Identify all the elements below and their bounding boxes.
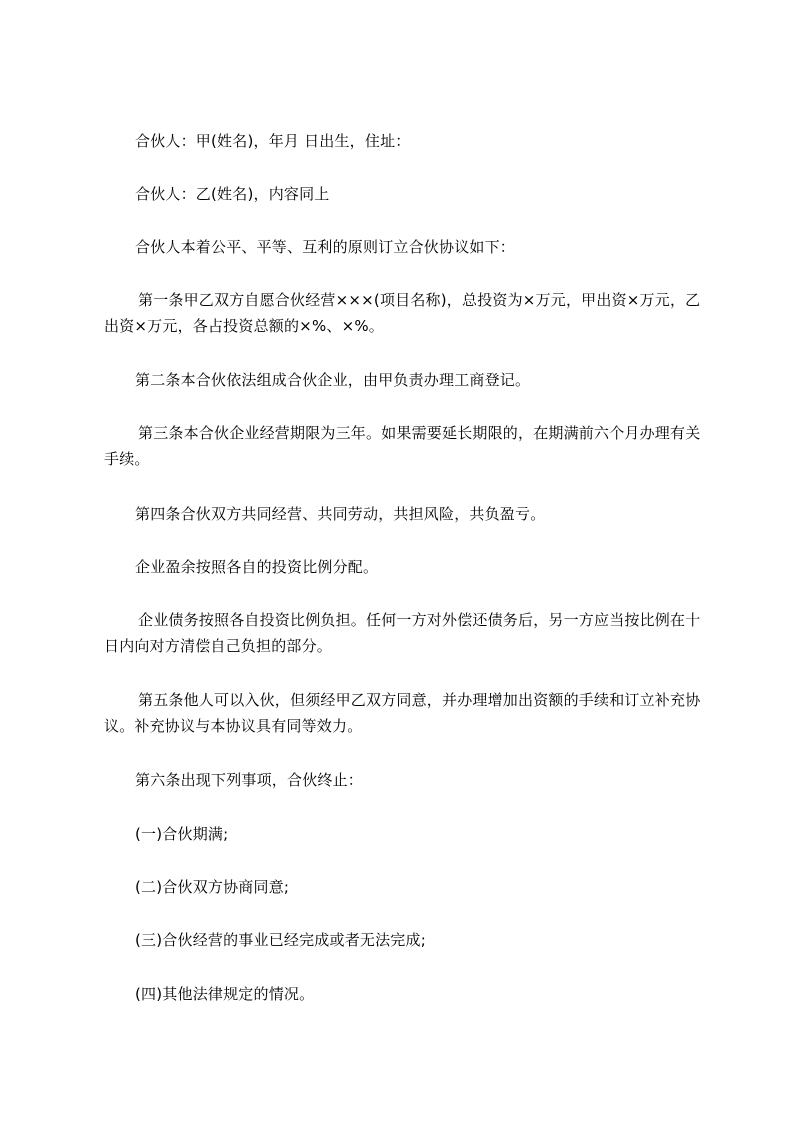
profit-distribution: 企业盈余按照各自的投资比例分配。 <box>135 558 379 576</box>
partner-a-line: 合伙人：甲(姓名)，年月 日出生，住址： <box>135 132 411 150</box>
article-4: 第四条合伙双方共同经营、共同劳动，共担风险，共负盈亏。 <box>135 505 546 523</box>
article-5: 第五条他人可以入伙，但须经甲乙双方同意，并办理增加出资额的手续和订立补充协议。补充协议与本协议具有同等效力。 <box>104 691 701 735</box>
termination-item-1: (一)合伙期满; <box>135 825 229 843</box>
termination-item-4: (四)其他法律规定的情况。 <box>135 985 315 1003</box>
article-6: 第六条出现下列事项，合伙终止： <box>135 771 364 789</box>
termination-item-3: (三)合伙经营的事业已经完成或者无法完成; <box>135 931 426 949</box>
article-1: 第一条甲乙双方自愿合伙经营×××(项目名称)，总投资为×万元，甲出资×万元，乙出资×万元，各占投资总额的×%、×%。 <box>104 291 701 335</box>
termination-item-2: (二)合伙双方协商同意; <box>135 878 290 896</box>
article-3: 第三条本合伙企业经营期限为三年。如果需要延长期限的，在期满前六个月办理有关手续。 <box>104 424 701 468</box>
debt-allocation: 企业债务按照各自投资比例负担。任何一方对外偿还债务后，另一方应当按比例在十日内向对方清偿自己负担的部分。 <box>104 611 701 655</box>
agreement-intro: 合伙人本着公平、平等、互利的原则订立合伙协议如下： <box>135 238 516 256</box>
partner-b-line: 合伙人：乙(姓名)，内容同上 <box>135 185 330 203</box>
article-2: 第二条本合伙依法组成合伙企业，由甲负责办理工商登记。 <box>135 371 531 389</box>
